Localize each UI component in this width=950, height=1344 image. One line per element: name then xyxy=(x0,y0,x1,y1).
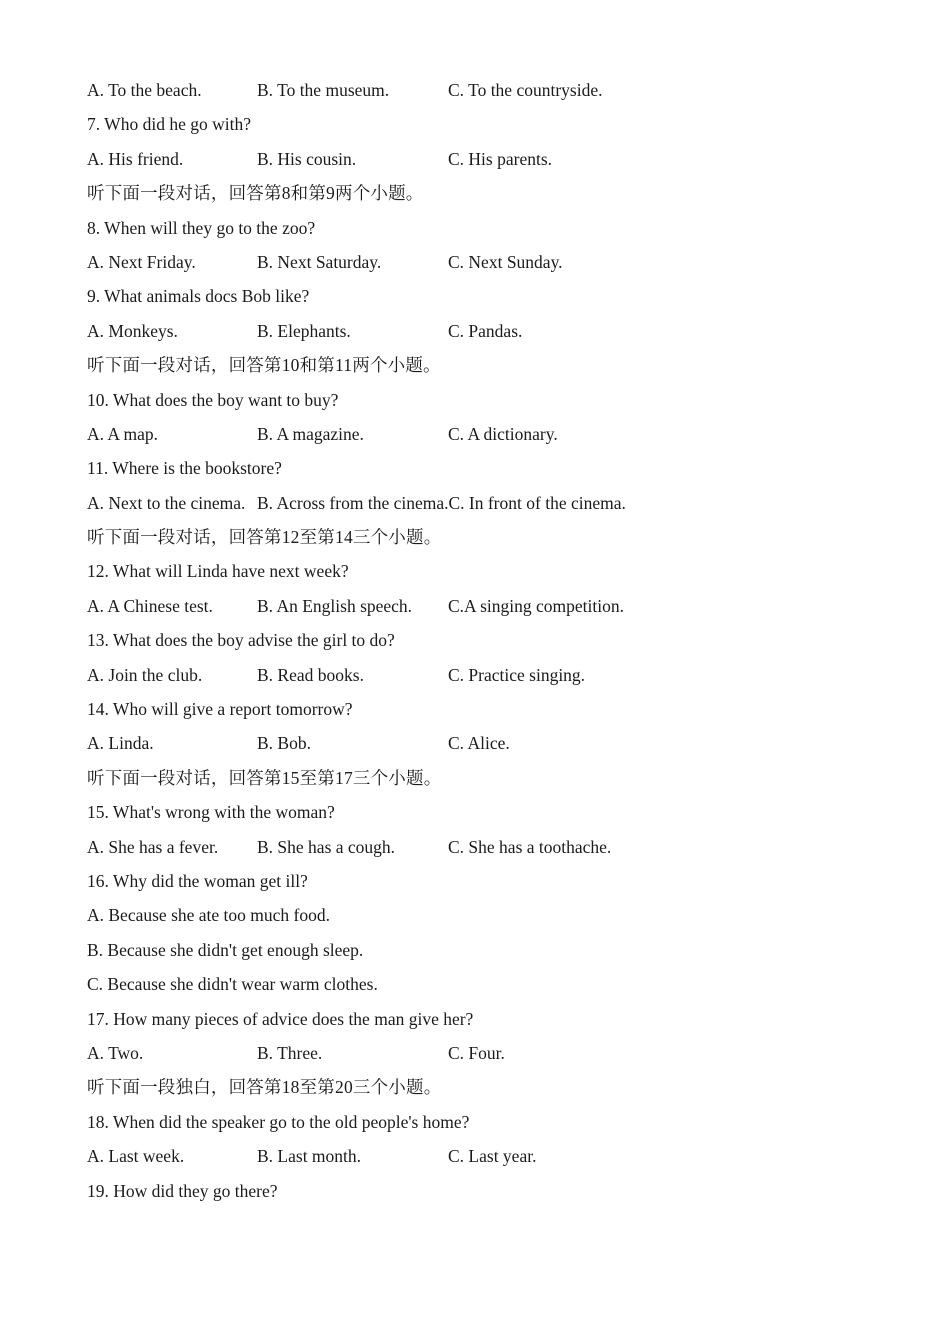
option-c: C. Alice. xyxy=(448,733,510,754)
options-line xyxy=(87,486,887,520)
question-line: 17. How many pieces of advice does the man give her? xyxy=(87,1008,474,1029)
option-b: B. His cousin. xyxy=(257,148,357,169)
option-c: C. To the countryside. xyxy=(448,80,603,100)
option-c: C. In front of the cinema. xyxy=(448,492,626,513)
options-line xyxy=(87,658,887,692)
option-b: B. Last month. xyxy=(257,1146,362,1167)
option-a: A. Join the club. xyxy=(87,664,203,685)
option-c: C.A singing competition. xyxy=(448,595,624,616)
option-b: B. Across from the cinema. xyxy=(257,492,449,513)
question-line: 19. How did they go there? xyxy=(87,1180,278,1201)
option-c: C. His parents. xyxy=(448,148,553,169)
option-line: B. Because she didn't get enough sleep. xyxy=(87,939,364,960)
option-b: B. To the museum. xyxy=(257,80,390,100)
option-a: A. Next to the cinema. xyxy=(87,492,246,513)
question-line: 14. Who will give a report tomorrow? xyxy=(87,699,353,720)
option-c: C. She has a toothache. xyxy=(448,836,612,857)
options-line xyxy=(87,142,887,176)
option-c: C. Practice singing. xyxy=(448,664,586,685)
option-line: C. Because she didn't wear warm clothes. xyxy=(87,974,378,995)
instruction-line: 听下面一段对话，回答第15至第17三个小题。 xyxy=(87,767,442,788)
option-b: B. Elephants. xyxy=(257,320,351,341)
option-a: A. A map. xyxy=(87,423,158,444)
question-line: 12. What will Linda have next week? xyxy=(87,561,349,582)
option-b: B. Three. xyxy=(257,1042,323,1063)
question-line: 9. What animals docs Bob like? xyxy=(87,286,310,307)
question-line: 16. Why did the woman get ill? xyxy=(87,870,308,891)
option-c: C. Four. xyxy=(448,1042,505,1063)
option-c: C. Next Sunday. xyxy=(448,251,563,272)
options-line xyxy=(87,1139,887,1173)
options-line xyxy=(87,726,887,760)
instruction-line: 听下面一段对话，回答第12至第14三个小题。 xyxy=(87,527,442,548)
option-b: B. Read books. xyxy=(257,664,364,685)
option-a: A. His friend. xyxy=(87,148,184,169)
option-b: B. Bob. xyxy=(257,733,311,754)
options-line xyxy=(87,1036,887,1070)
option-b: B. A magazine. xyxy=(257,423,364,444)
option-b: B. She has a cough. xyxy=(257,836,396,857)
option-c: C. Last year. xyxy=(448,1146,537,1167)
question-line: 11. Where is the bookstore? xyxy=(87,458,282,479)
document-body xyxy=(87,73,887,1208)
question-line: 10. What does the boy want to buy? xyxy=(87,389,339,410)
question-line: 7. Who did he go with? xyxy=(87,114,251,135)
option-a: A. Next Friday. xyxy=(87,251,196,272)
option-c: C. Pandas. xyxy=(448,320,523,341)
option-b: B. Next Saturday. xyxy=(257,251,382,272)
option-a: A. To the beach. xyxy=(87,80,202,100)
options-line xyxy=(87,417,887,451)
option-a: A. Two. xyxy=(87,1042,144,1063)
instruction-line: 听下面一段独白，回答第18至第20三个小题。 xyxy=(87,1077,442,1098)
question-line: 18. When did the speaker go to the old people's home? xyxy=(87,1111,470,1132)
instruction-line: 听下面一段对话，回答第10和第11两个小题。 xyxy=(87,355,441,376)
option-a: A. She has a fever. xyxy=(87,836,219,857)
question-line: 8. When will they go to the zoo? xyxy=(87,217,316,238)
option-a: A. Last week. xyxy=(87,1146,185,1167)
option-a: A. Linda. xyxy=(87,733,154,754)
option-b: B. An English speech. xyxy=(257,595,413,616)
options-line xyxy=(87,73,887,107)
option-c: C. A dictionary. xyxy=(448,423,558,444)
options-line xyxy=(87,245,887,279)
options-line xyxy=(87,589,887,623)
option-a: A. Monkeys. xyxy=(87,320,178,341)
option-line: A. Because she ate too much food. xyxy=(87,905,330,926)
question-line: 13. What does the boy advise the girl to do? xyxy=(87,630,395,651)
question-line: 15. What's wrong with the woman? xyxy=(87,802,335,823)
instruction-line: 听下面一段对话，回答第8和第9两个小题。 xyxy=(87,183,424,204)
options-line xyxy=(87,314,887,348)
option-a: A. A Chinese test. xyxy=(87,595,213,616)
options-line xyxy=(87,830,887,864)
